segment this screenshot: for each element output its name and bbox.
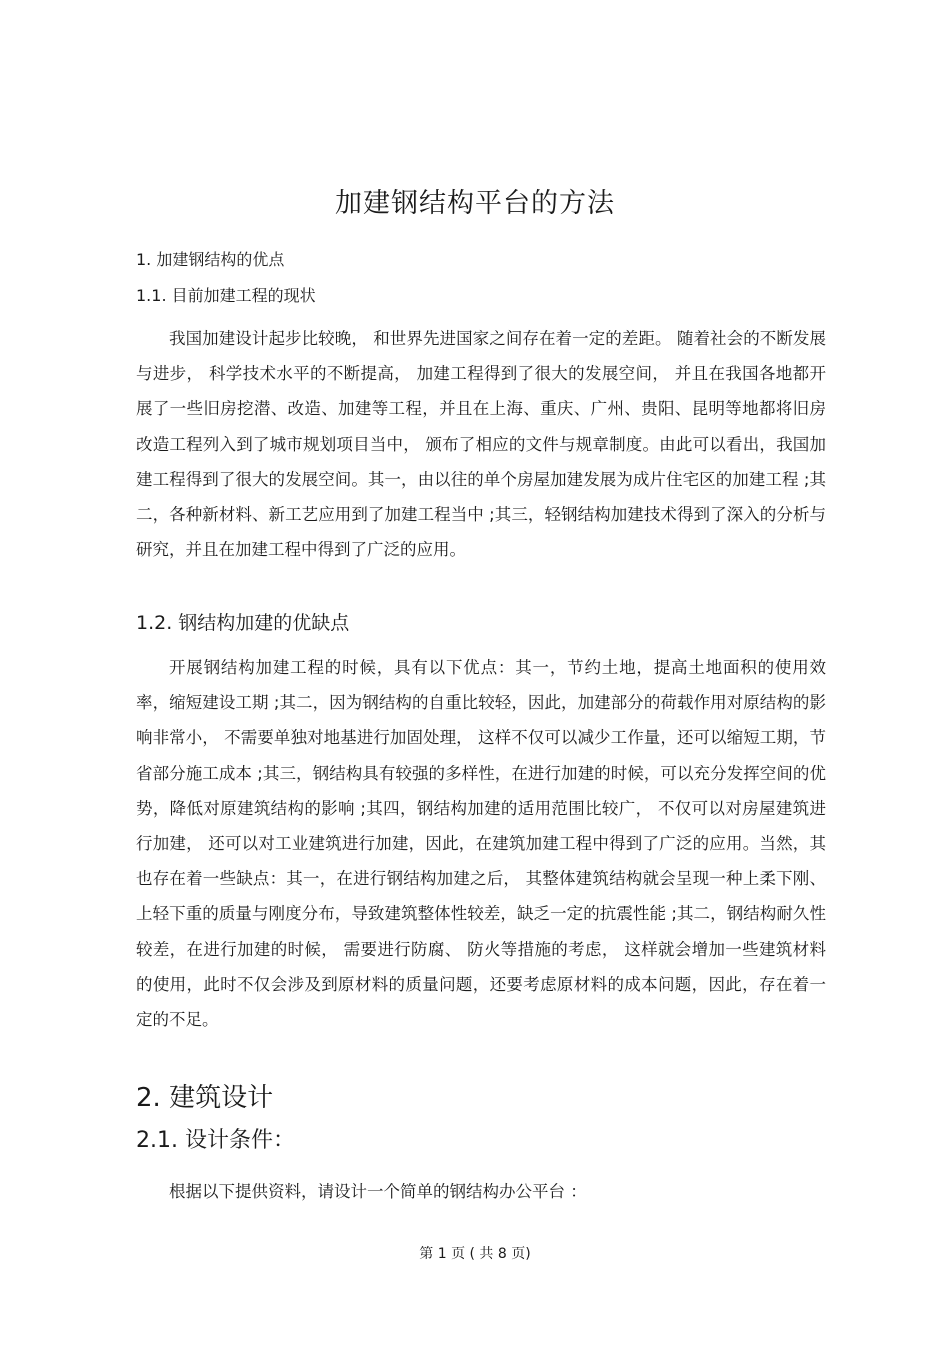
- section-1-1-paragraph: 我国加建设计起步比较晚， 和世界先进国家之间存在着一定的差距。 随着社会的不断发展与进步， 科学技术水平的不断提高， 加建工程得到了很大的发展空间， 并且在我国各地都开展了一些旧房挖潜、改造、加建等工程，并且在上海、重庆、广州、贵阳、昆明等地都将旧房改造工程列入到了城市规划项目当中， 颁布了相应的文件与规章制度。由此可以看出，我国加建工程得到了很大的发展空间。其一，由以往的单个房屋加建发展为成片住宅区的加建工程 ;其二，各种新材料、新工艺应用到了加建工程当中 ;其三，轻钢结构加建技术得到了深入的分析与研究，并且在加建工程中得到了广泛的应用。: [136, 329, 826, 560]
- section-2-heading: 2. 建筑设计: [136, 1083, 274, 1113]
- document-title: 加建钢结构平台的方法: [335, 188, 615, 219]
- section-1-2-heading: 1.2. 钢结构加建的优缺点: [136, 612, 350, 634]
- page-footer: 第 1 页 ( 共 8 页): [419, 1246, 531, 1262]
- section-1-2-paragraph: 开展钢结构加建工程的时候，具有以下优点：其一，节约土地，提高土地面积的使用效率，缩短建设工期 ;其二，因为钢结构的自重比较轻，因此，加建部分的荷载作用对原结构的影响非常小， 不需要单独对地基进行加固处理， 这样不仅可以减少工作量，还可以缩短工期，节省部分施工成本 ;其三，钢结构具有较强的多样性，在进行加建的时候，可以充分发挥空间的优势，降低对原建筑结构的影响 ;其四，钢结构加建的适用范围比较广， 不仅可以对房屋建筑进行加建， 还可以对工业建筑进行加建，因此，在建筑加建工程中得到了广泛的应用。当然，其也存在着一些缺点：其一，在进行钢结构加建之后， 其整体建筑结构就会呈现一种上柔下刚、 上轻下重的质量与刚度分布，导致建筑整体性较差，缺乏一定的抗震性能 ;其二，钢结构耐久性较差，在进行加建的时候， 需要进行防腐、 防火等措施的考虑， 这样就会增加一些建筑材料的使用，此时不仅会涉及到原材料的质量问题，还要考虑原材料的成本问题，因此，存在着一定的不足。: [136, 658, 826, 1030]
- section-2-1-line: 根据以下提供资料，请设计一个简单的钢结构办公平台 ：: [169, 1182, 587, 1201]
- section-1-heading: 1. 加建钢结构的优点: [136, 250, 285, 269]
- section-2-1-heading: 2.1. 设计条件：: [136, 1128, 295, 1153]
- section-1-1-heading: 1.1. 目前加建工程的现状: [136, 286, 316, 305]
